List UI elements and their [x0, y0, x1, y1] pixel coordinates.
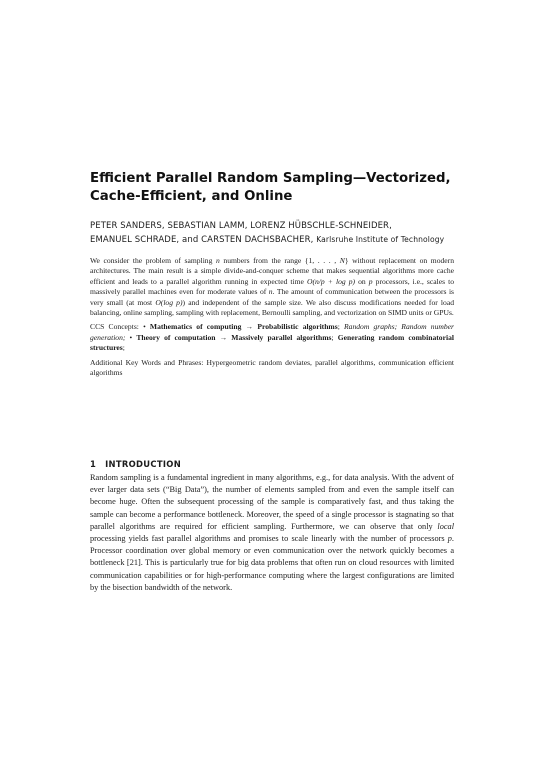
body-text: Random sampling is a fundamental ingredient in many algorithms, e.g., for data analysis. With the advent of ever larger data sets (“Big Data”), the number of elements sampled from and even the sample itself can become huge. Often the subsequent processing of the sample is comparatively fast, and thus taking the sample can become a performance bottleneck. Moreover, the speed of a single processor is stagnating so that parallel algorithms are required for efficient sampling. Furthermore, we can observe that only — [90, 473, 454, 531]
section-heading — [90, 459, 454, 469]
abstract-math: O(log p) — [155, 297, 183, 307]
abstract-var-N: N — [339, 256, 345, 265]
ccs-concepts — [90, 322, 454, 353]
author-list — [90, 220, 454, 247]
paper-title — [90, 170, 454, 206]
abstract-var-p: p — [368, 276, 373, 286]
introduction-paragraph — [90, 472, 454, 594]
abstract-text: ) and independent of the sample size. We also discuss modifications needed for load balancing, online sampling, sampling with replacement, Bernoulli sampling, and vectorization on SIMD units or GPUs. — [90, 297, 454, 318]
section-title: INTRODUCTION — [105, 459, 182, 469]
body-text: processing yields fast parallel algorithms and promises to scale linearly with the number of processors — [90, 534, 448, 544]
authors-line-2: EMANUEL SCHRADE, and CARSTEN DACHSBACHER, — [90, 235, 314, 245]
emphasis: local — [437, 521, 454, 531]
ccs-sep: ; — [122, 343, 125, 353]
ccs-sep: • — [125, 332, 137, 342]
abstract-text: . The amount of communication between the processors is very small (at most — [90, 287, 455, 307]
ccs-subconcept: Random graphs; Random number generation; — [90, 322, 454, 342]
abstract-text: numbers from the range {1, . . . , — [219, 256, 340, 265]
ccs-concept: Theory of computation → Massively parallel algorithms — [136, 332, 332, 342]
abstract-text: We consider the problem of sampling — [90, 256, 216, 265]
keywords: Additional Key Words and Phrases: Hypergeometric random deviates, parallel algorithms, communication efficient algorithms — [90, 357, 454, 378]
abstract-math: O(n/p + log p) — [307, 276, 356, 286]
title-line-2: Cache-Efficient, and Online — [90, 189, 293, 204]
abstract-var-n: n — [268, 287, 273, 297]
body-text: . Processor coordination over global memory or even communication over the network quickly becomes a bottleneck [21]. This is particularly true for big data problems that often run on cloud resources with limited communication capabilities or for high-performance computing where the largest configurations are limited by the bisection bandwidth of the network. — [90, 534, 454, 592]
authors-line-1: PETER SANDERS, SEBASTIAN LAMM, LORENZ HÜBSCHLE-SCHNEIDER, — [90, 221, 392, 231]
abstract-text: } without replacement on modern architectures. The main result is a simple divide-and-conquer scheme that makes sequential algorithms more cache efficient and leads to a parallel algorithm running in expected time — [90, 256, 454, 286]
ccs-sep: ; — [331, 332, 338, 342]
paper-front-matter — [90, 170, 454, 378]
abstract-var-n: n — [216, 256, 220, 265]
ccs-sep: ; — [337, 322, 345, 332]
abstract — [90, 256, 454, 318]
var-p: p — [447, 534, 452, 544]
abstract-text: on — [355, 276, 369, 286]
section-number: 1 — [90, 459, 97, 469]
abstract-text: processors, i.e., scales to massively parallel machines even for moderate values of — [90, 276, 454, 297]
ccs-concept: Mathematics of computing → Probabilistic algorithms — [149, 322, 338, 332]
title-line-1: Efficient Parallel Random Sampling—Vectorized, — [90, 171, 451, 186]
ccs-concept: Generating random combinatorial structures — [90, 332, 454, 353]
ccs-label: CCS Concepts: • — [90, 322, 150, 332]
affiliation: Karlsruhe Institute of Technology — [316, 235, 445, 244]
